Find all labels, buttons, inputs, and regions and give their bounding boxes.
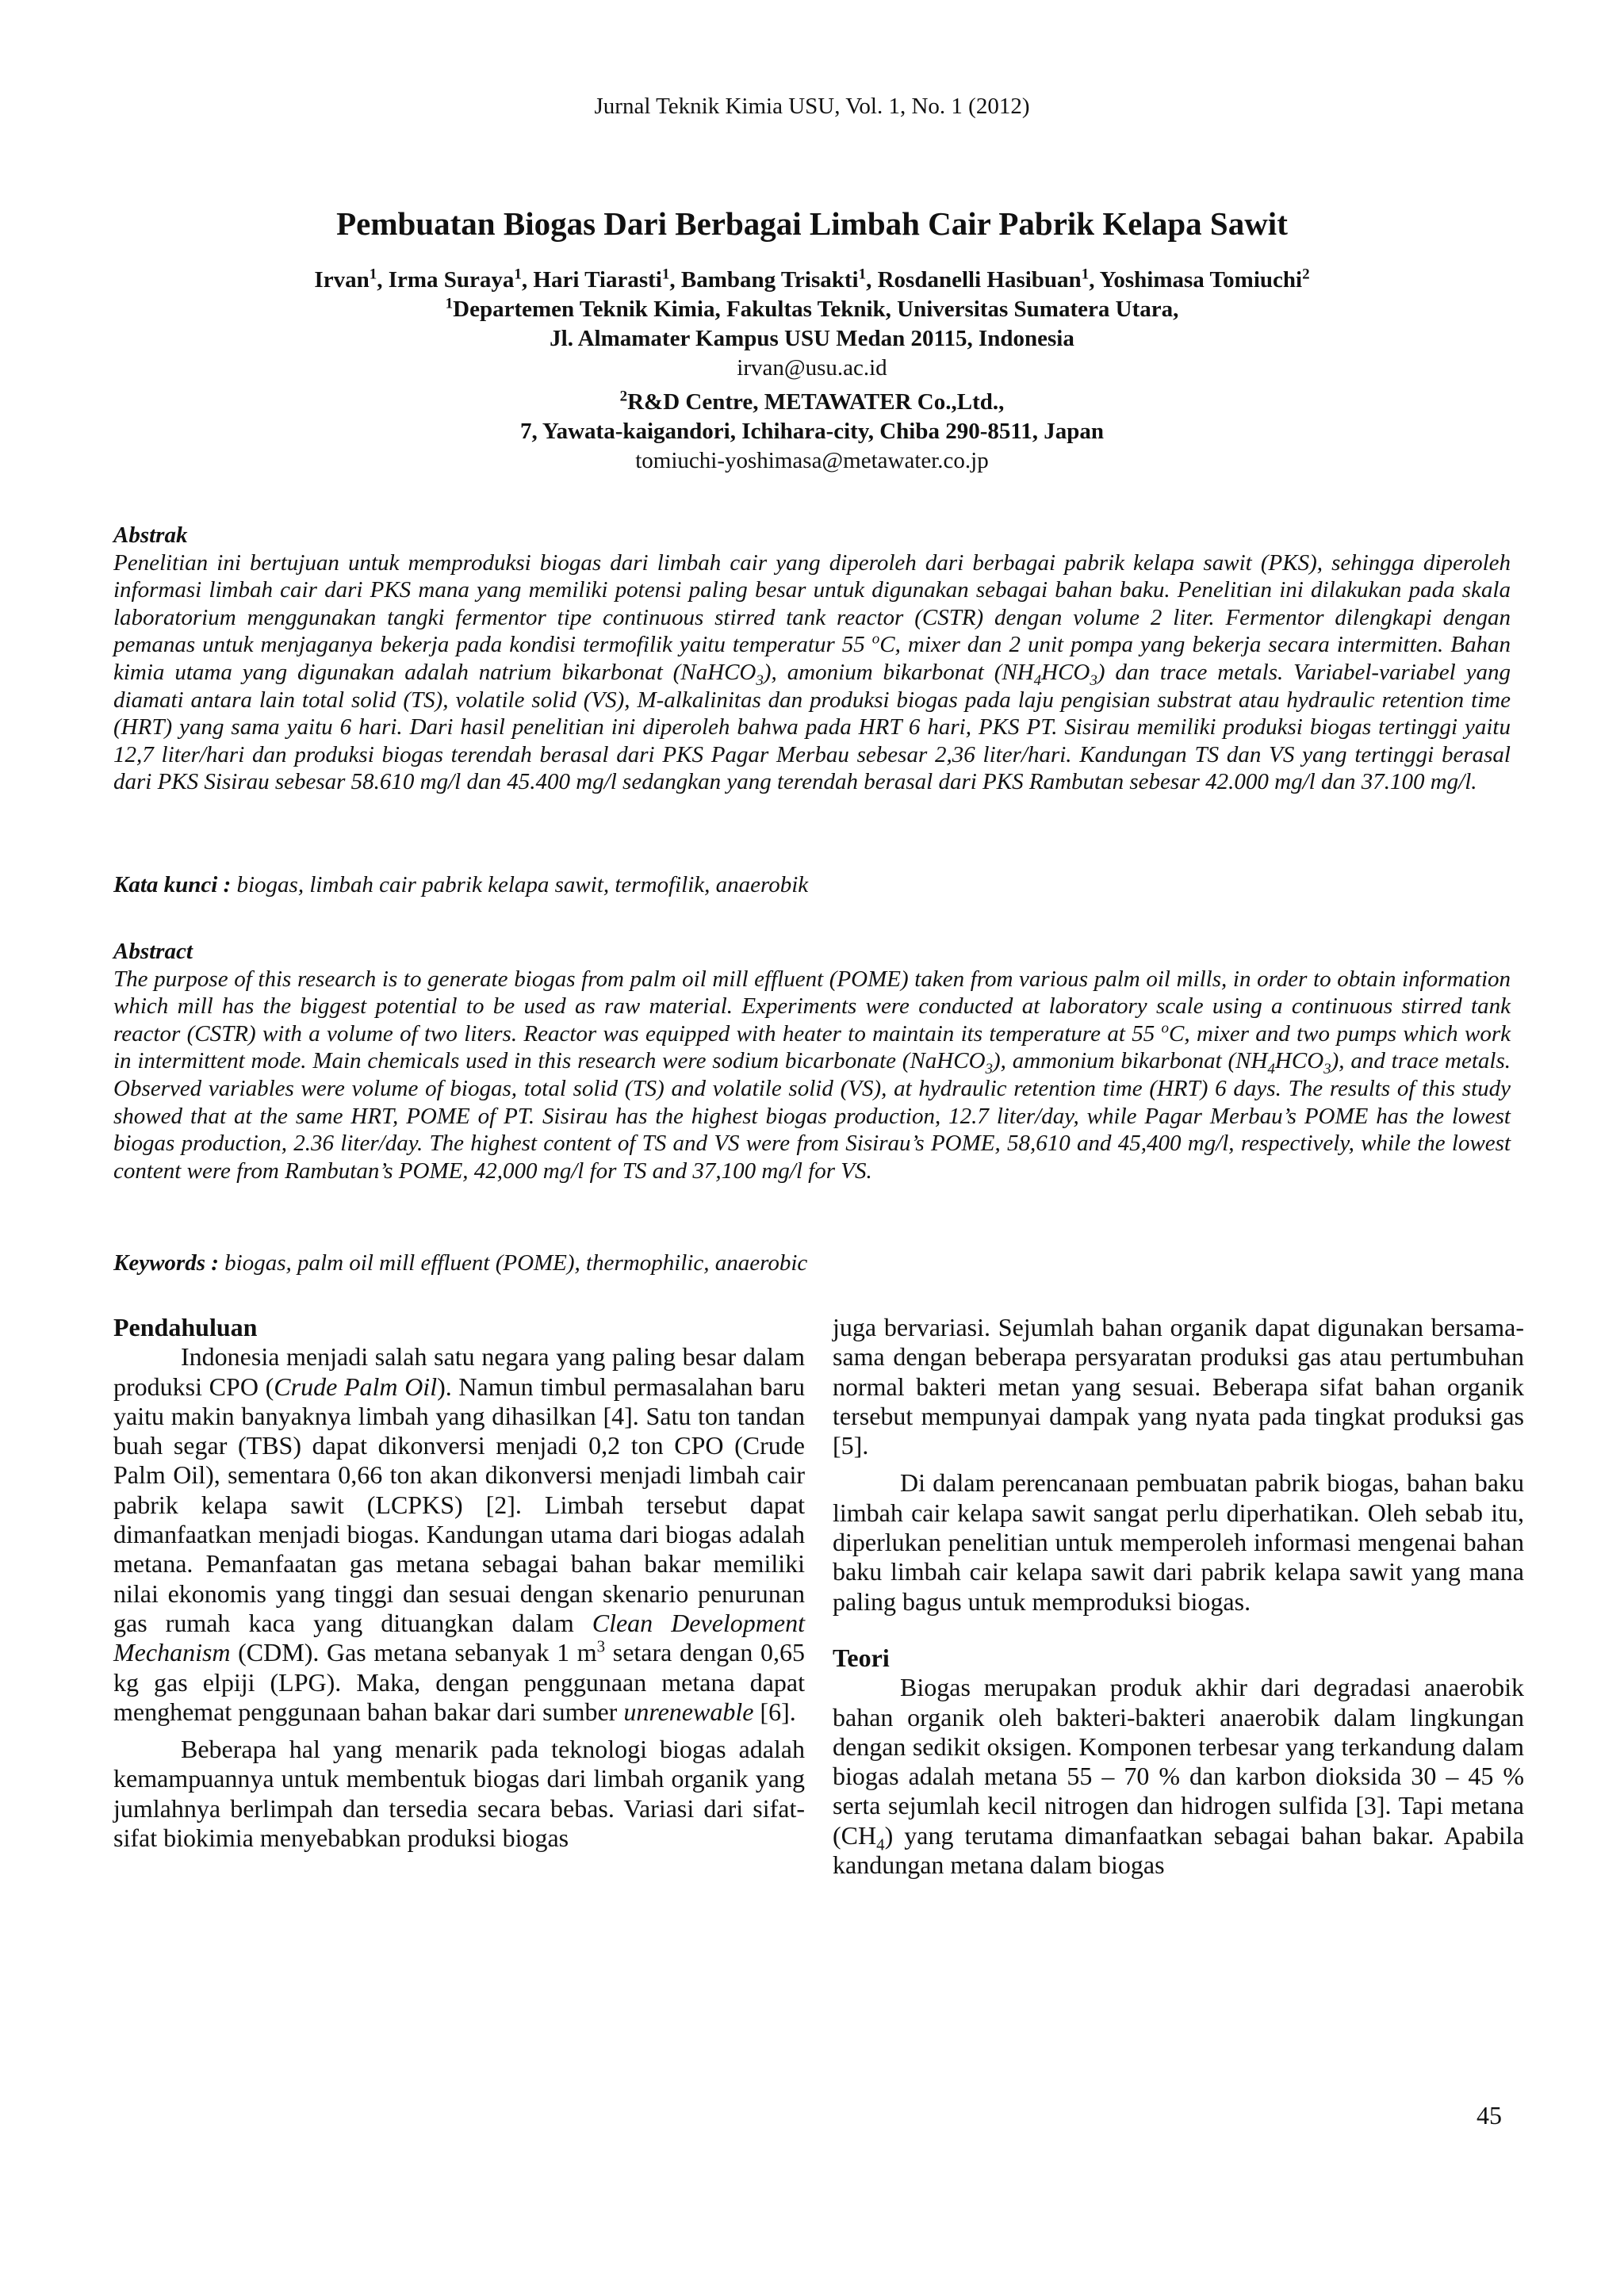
author-name: Hari Tiarasti xyxy=(533,267,662,293)
abstract-body: The purpose of this research is to generate biogas from palm oil mill effluent (POME) taken from various palm oil mills, in order to obtain information which mill has the biggest potential to be used as raw material. Experiments were conducted at laboratory scale using a continuous stirred tank reactor (CSTR) with a volume of two liters. Reactor was equipped with heater to maintain its temperature at 55 $^o$C, mixer and two pumps which work in intermittent mode. Main chemicals used in this research were sodium bicarbonate (NaHCO$_3$), ammonium bikarbonat $(NH_4HCO_3)$, and trace metals. Observed variables were volume of biogas, total solid (TS) and volatile solid (VS), at hydraulic retention time (HRT) 6 days. The results of this study showed that at the same HRT, POME of PT. Sisirau has the highest biogas production, 12.7 liter/day, while Pagar Merbau’s POME has the lowest biogas production, 2.36 liter/day. The highest content of TS and VS were from Sisirau’s POME, 58,610 and 45,400 mg/l, respectively, while the lowest content were from Rambutan’s POME, 42,000 mg/l for TS and 37,100 mg/l for VS. xyxy=(113,966,1511,1184)
kata-kunci xyxy=(113,872,1511,898)
keywords-text: biogas, palm oil mill effluent (POME), thermophilic, anaerobic xyxy=(218,1250,808,1276)
author-name: Bambang Trisakti xyxy=(680,267,859,293)
kata-kunci-label: Kata kunci : xyxy=(113,872,232,897)
author-affil-mark: 1 xyxy=(369,266,377,283)
paper-title: Pembuatan Biogas Dari Berbagai Limbah Cair Pabrik Kelapa Sawit xyxy=(336,205,1288,242)
section-heading-teori: Teori xyxy=(833,1643,890,1672)
kata-kunci-text: biogas, limbah cair pabrik kelapa sawit, termofilik, anaerobik xyxy=(231,872,809,897)
author-name: Irma Suraya xyxy=(388,267,515,293)
abstrak-heading: Abstrak xyxy=(113,522,188,548)
author-affil-mark: 1 xyxy=(858,266,867,283)
author-name: Irvan xyxy=(314,267,370,293)
author-name: Rosdanelli Hasibuan xyxy=(877,267,1082,293)
abstract-section xyxy=(113,938,1511,1184)
body-paragraph: juga bervariasi. Sejumlah bahan organik dapat digunakan bersama-sama dengan beberapa persyaratan produksi gas atau pertumbuhan normal bakteri metan yang sesuai. Beberapa sifat bahan organik tersebut mempunyai dampak yang nyata pada tingkat produksi gas [5]. xyxy=(833,1313,1524,1460)
affiliation-1-line-2: Jl. Almamater Kampus USU Medan 20115, Indonesia xyxy=(550,326,1074,351)
author-affil-mark: 1 xyxy=(1081,266,1090,283)
affiliation-2-email: tomiuchi-yoshimasa@metawater.co.jp xyxy=(635,448,989,473)
abstrak-body: Penelitian ini bertujuan untuk memproduksi biogas dari limbah cair yang diperoleh dari berbagai pabrik kelapa sawit (PKS), sehingga diperoleh informasi limbah cair dari PKS mana yang memiliki potensi paling besar untuk digunakan sebagai bahan baku. Penelitian ini dilakukan pada skala laboratorium menggunakan tangki fermentor tipe continuous stirred tank reactor (CSTR) dengan volume 2 liter. Fermentor dilengkapi dengan pemanas untuk menjaganya bekerja pada kondisi termofilik yaitu temperatur 55 $^o$C, mixer dan 2 unit pompa yang bekerja secara intermitten. Bahan kimia utama yang digunakan adalah natrium bikarbonat (NaHCO$_3$), amonium bikarbonat $(NH_4HCO_3)$ dan trace metals. Variabel-variabel yang diamati antara lain total solid (TS), volatile solid (VS), M-alkalinitas dan produksi biogas pada laju pengisian substrat atau hydraulic retention time (HRT) yang sama yaitu 6 hari. Dari hasil penelitian ini diperoleh bahwa pada HRT 6 hari, PKS PT. Sisirau memiliki produksi biogas tertinggi yaitu 12,7 liter/hari dan produksi biogas terendah berasal dari PKS Pagar Merbau sebesar 2,36 liter/hari. Kandungan TS dan VS yang tertinggi berasal dari PKS Sisirau sebesar 58.610 mg/l dan 45.400 mg/l sedangkan yang terendah berasal dari PKS Rambutan sebesar 42.000 mg/l dan 37.100 mg/l. xyxy=(113,549,1511,795)
page-number: 45 xyxy=(1477,2101,1502,2130)
author-name: Yoshimasa Tomiuchi xyxy=(1099,267,1303,293)
abstrak-section xyxy=(113,522,1511,796)
affiliation-2-line-1: $^2$R&D Centre, METAWATER Co.,Ltd., xyxy=(619,388,1005,415)
right-column xyxy=(833,1313,1524,1880)
left-column xyxy=(113,1313,805,1853)
body-paragraph: Beberapa hal yang menarik pada teknologi biogas adalah kemampuannya untuk membentuk biogas dari limbah organik yang jumlahnya berlimpah dan tersedia secara bebas. Variasi dari sifat-sifat biokimia menyebabkan produksi biogas xyxy=(113,1735,805,1853)
affiliation-1-line-1: $^1$Departemen Teknik Kimia, Fakultas Teknik, Universitas Sumatera Utara, xyxy=(445,295,1179,322)
author-list: Irvan$^1$, Irma Suraya$^1$, Hari Tiarasti$^1$, Bambang Trisakti$^1$, Rosdanelli Hasibuan$^1$, Yoshimasa Tomiuchi$^2$ xyxy=(314,266,1310,293)
body-paragraph: Di dalam perencanaan pembuatan pabrik biogas, bahan baku limbah cair kelapa sawit sangat perlu diperhatikan. Oleh sebab itu, diperlukan penelitian untuk memperoleh informasi mengenai bahan baku limbah cair kelapa sawit dari pabrik kelapa sawit yang mana paling bagus untuk memproduksi biogas. xyxy=(833,1468,1524,1616)
journal-header: Jurnal Teknik Kimia USU, Vol. 1, No. 1 (2012) xyxy=(594,94,1030,119)
author-affil-mark: 2 xyxy=(1302,266,1310,283)
abstract-heading: Abstract xyxy=(113,939,193,964)
keywords xyxy=(113,1250,1511,1276)
author-block xyxy=(0,266,1624,476)
affiliation-2-line-2: 7, Yawata-kaigandori, Ichihara-city, Chiba 290-8511, Japan xyxy=(519,419,1105,444)
affiliation-1-email: irvan@usu.ac.id xyxy=(737,355,887,381)
keywords-label: Keywords : xyxy=(113,1250,219,1276)
body-paragraph: Biogas merupakan produk akhir dari degradasi anaerobik bahan organik oleh bakteri-bakteri anaerobik dalam lingkungan dengan sedikit oksigen. Komponen terbesar yang terkandung dalam biogas adalah metana 55 – 70 % dan karbon dioksida 30 – 45 % serta sejumlah kecil nitrogen dan hidrogen sulfida [3]. Tapi metana $(CH_4)$ yang terutama dimanfaatkan sebagai bahan bakar. Apabila kandungan metana dalam biogas xyxy=(833,1673,1524,1880)
section-heading-pendahuluan: Pendahuluan xyxy=(113,1313,258,1341)
author-affil-mark: 1 xyxy=(514,266,522,283)
author-affil-mark: 1 xyxy=(661,266,670,283)
body-paragraph: Indonesia menjadi salah satu negara yang paling besar dalam produksi CPO (Crude Palm Oil). Namun timbul permasalahan baru yaitu makin banyaknya limbah yang dihasilkan [4]. Satu ton tandan buah segar (TBS) dapat dikonversi menjadi 0,2 ton CPO (Crude Palm Oil), sementara 0,66 ton akan dikonversi menjadi limbah cair pabrik kelapa sawit (LCPKS) [2]. Limbah tersebut dapat dimanfaatkan menjadi biogas. Kandungan utama dari biogas adalah metana. Pemanfaatan gas metana sebagai bahan bakar memiliki nilai ekonomis yang tinggi dan sesuai dengan skenario penurunan gas rumah kaca yang dituangkan dalam Clean Development Mechanism (CDM). Gas metana sebanyak 1 $m^3$ setara dengan 0,65 kg gas elpiji (LPG). Maka, dengan penggunaan metana dapat menghemat penggunaan bahan bakar dari sumber unrenewable [6]. xyxy=(113,1342,806,1726)
